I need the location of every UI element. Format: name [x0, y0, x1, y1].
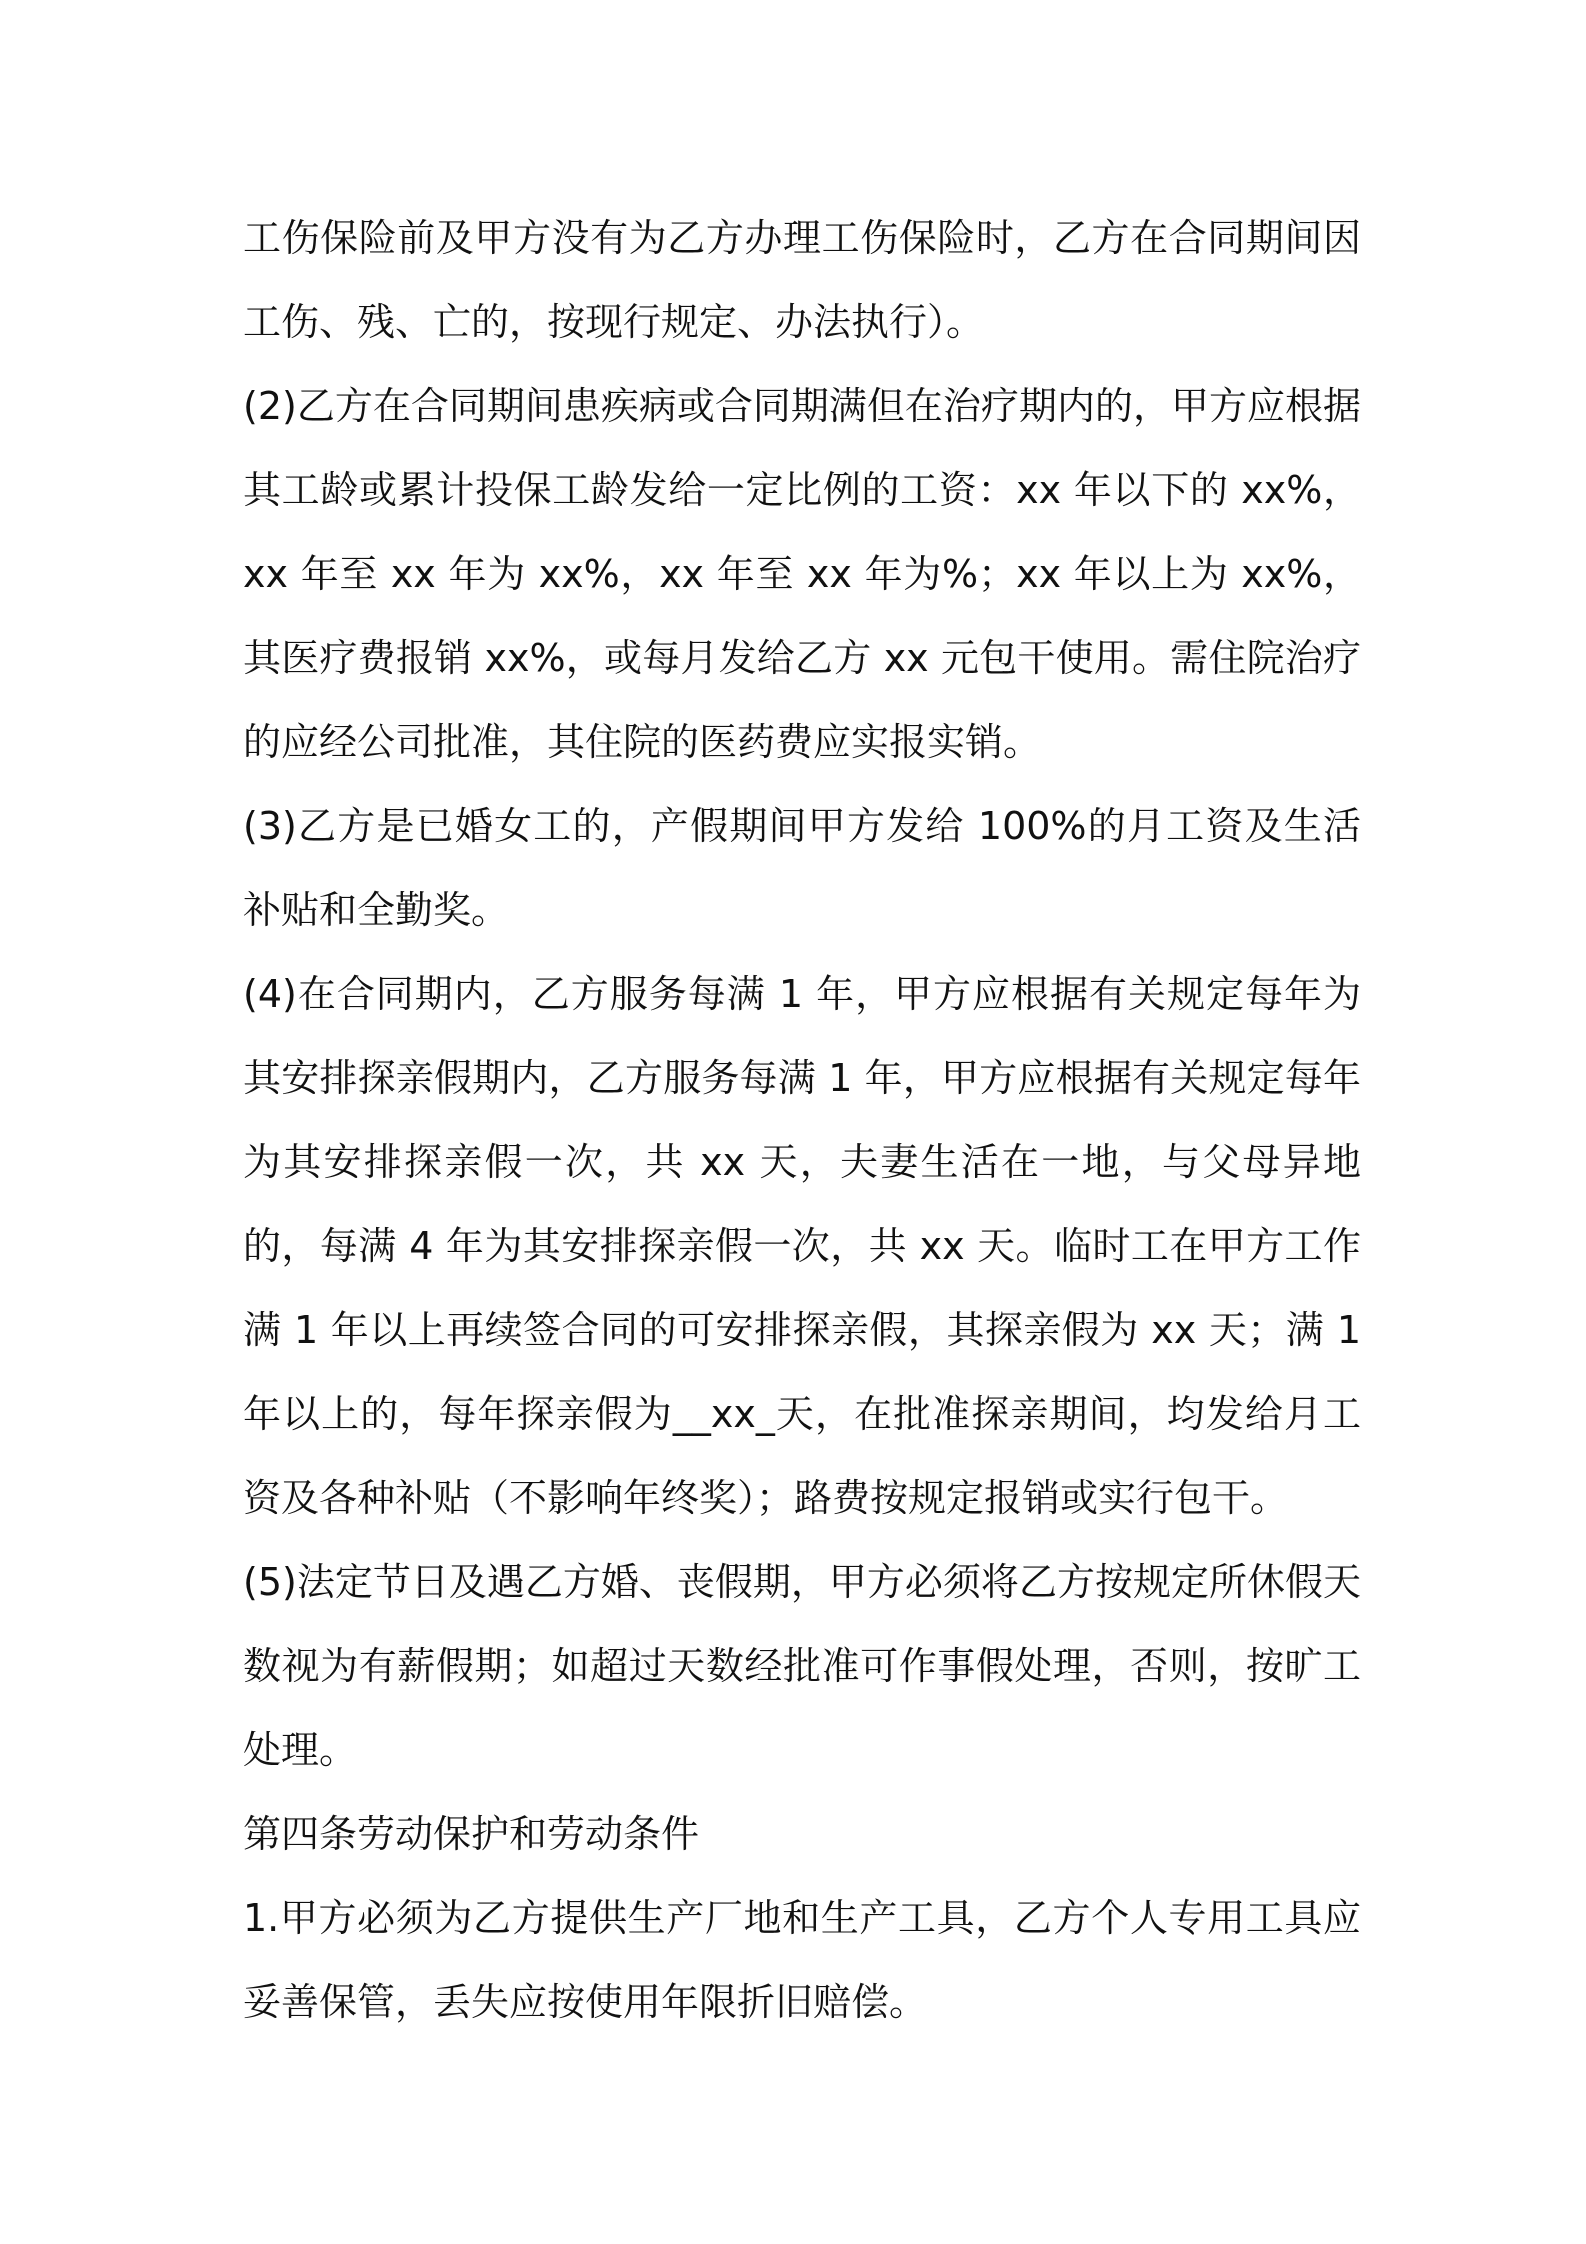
paragraph-maternity-clause: (3)乙方是已婚女工的，产假期间甲方发给 100%的月工资及生活补贴和全勤奖。 — [243, 804, 1361, 932]
paragraph-tools-clause: 1.甲方必须为乙方提供生产厂地和生产工具，乙方个人专用工具应妥善保管，丢失应按使用年限折旧赔偿。 — [243, 1896, 1361, 2024]
section-heading-article-four: 第四条劳动保护和劳动条件 — [243, 1812, 700, 1856]
paragraph-home-leave-clause: (4)在合同期内，乙方服务每满 1 年，甲方应根据有关规定每年为其安排探亲假期内，乙方服务每满 1 年，甲方应根据有关规定每年为其安排探亲假一次，共 xx 天，夫妻生活在一地，与父母异地的，每满 4 年为其安排探亲假一次，共 xx 天。临时工在甲方工作满 1 年以上再续签合同的可安排探亲假，其探亲假为 xx 天；满 1 年以上的，每年探亲假为__xx_天，在批准探亲期间，均发给月工资及各种补贴（不影响年终奖）；路费按规定报销或实行包干。 — [243, 972, 1361, 1520]
document-page — [243, 196, 1361, 2044]
paragraph-work-injury-continued: 工伤保险前及甲方没有为乙方办理工伤保险时，乙方在合同期间因工伤、残、亡的，按现行规定、办法执行）。 — [243, 216, 1361, 344]
paragraph-holiday-clause: (5)法定节日及遇乙方婚、丧假期，甲方必须将乙方按规定所休假天数视为有薪假期；如超过天数经批准可作事假处理，否则，按旷工处理。 — [243, 1560, 1361, 1772]
paragraph-illness-clause: (2)乙方在合同期间患疾病或合同期满但在治疗期内的，甲方应根据其工龄或累计投保工龄发给一定比例的工资：xx 年以下的 xx%，xx 年至 xx 年为 xx%，xx 年至 xx 年为%；xx 年以上为 xx%，其医疗费报销 xx%，或每月发给乙方 xx 元包干使用。需住院治疗的应经公司批准，其住院的医药费应实报实销。 — [243, 384, 1361, 764]
